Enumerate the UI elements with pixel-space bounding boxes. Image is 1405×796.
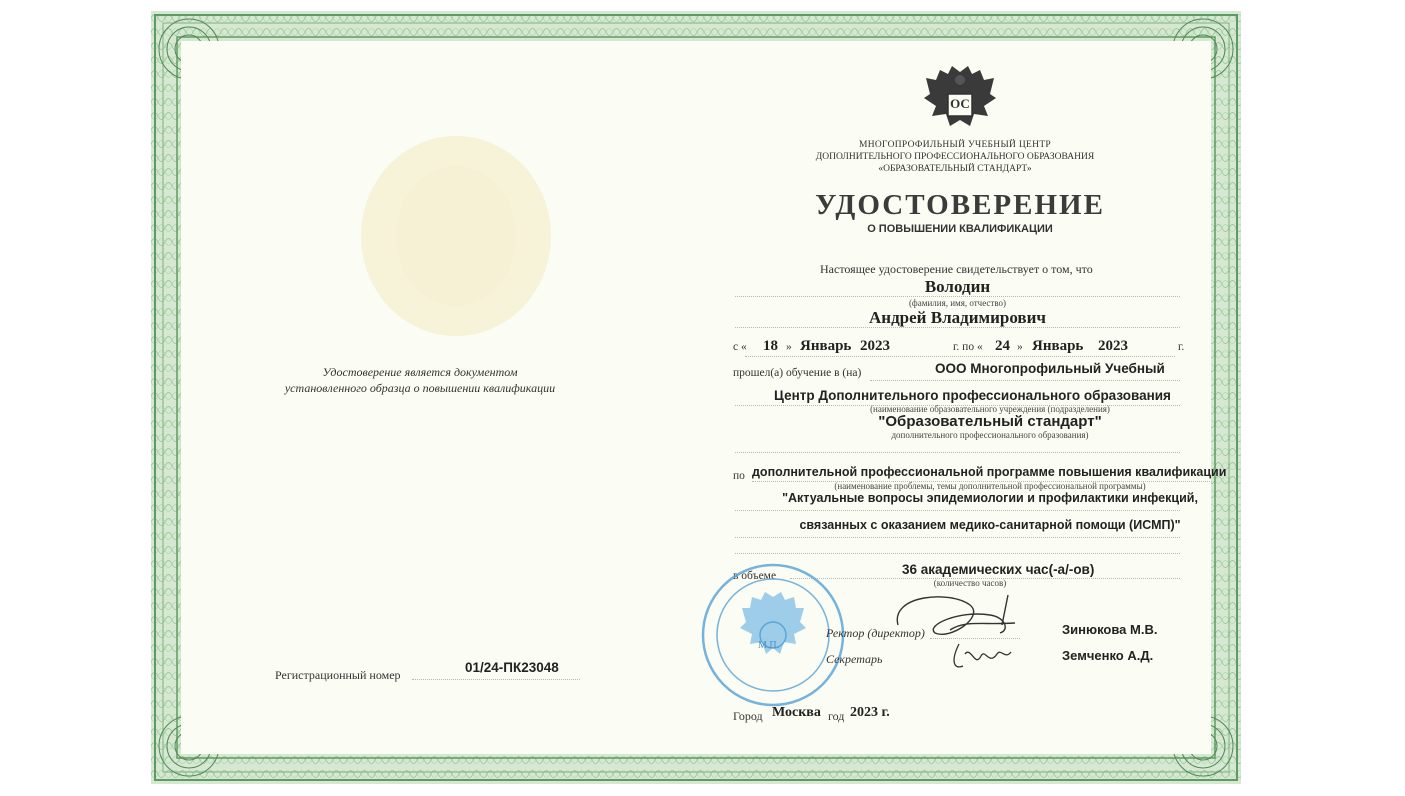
document-subtitle: О ПОВЫШЕНИИ КВАЛИФИКАЦИИ — [867, 223, 1053, 235]
reg-number-label: Регистрационный номер — [275, 668, 401, 682]
rector-label: Ректор (директор) — [826, 626, 925, 640]
official-stamp — [700, 562, 846, 708]
reg-number: 01/24-ПК23048 — [465, 660, 559, 675]
from-prefix: с « — [733, 341, 747, 353]
to-month: Январь — [1032, 338, 1084, 354]
holder-first-names: Андрей Владимирович — [869, 308, 1046, 327]
org-name-line1: МНОГОПРОФИЛЬНЫЙ УЧЕБНЫЙ ЦЕНТР — [858, 140, 1051, 150]
study-label: прошел(а) обучение в (на) — [733, 367, 862, 379]
to-prefix: г. по « — [953, 341, 983, 353]
rector-sign-line — [930, 638, 1020, 639]
watermark-emblem — [341, 121, 571, 351]
rector-signature — [890, 585, 1030, 645]
hours-hint: (количество часов) — [933, 578, 1007, 588]
city-value: Москва — [772, 705, 821, 720]
org-name-line2: ДОПОЛНИТЕЛЬНОГО ПРОФЕССИОНАЛЬНОГО ОБРАЗОВАНИЯ — [815, 152, 1095, 162]
first-names-line — [735, 327, 1180, 328]
program-line3: связанных с оказанием медико-санитарной помощи (ИСМП)" — [799, 518, 1181, 532]
hours-value: 36 академических час(-а/-ов) — [902, 562, 1095, 577]
program-hint: (наименование проблемы, темы дополнительной профессиональной программы) — [834, 481, 1146, 491]
program-line2-rule — [735, 510, 1180, 511]
year-label: год — [828, 709, 845, 723]
document-title: УДОСТОВЕРЕНИЕ — [815, 189, 1105, 221]
institution-hint1: (наименование образовательного учреждения (подразделения) — [870, 404, 1110, 414]
rector-name: Зинюкова М.В. — [1062, 622, 1158, 637]
institution-line2: Центр Дополнительного профессионального образования — [774, 388, 1171, 403]
program-line2: "Актуальные вопросы эпидемиологии и профилактики инфекций, — [782, 491, 1198, 505]
institution-line3: "Образовательный стандарт" — [878, 413, 1102, 430]
org-name-line3: «ОБРАЗОВАТЕЛЬНЫЙ СТАНДАРТ» — [878, 164, 1032, 174]
to-quote-close: » — [1017, 341, 1023, 353]
year-suffix: г. — [1178, 341, 1185, 353]
from-quote-close: » — [786, 341, 792, 353]
name-hint: (фамилия, имя, отчество) — [908, 298, 1007, 308]
holder-surname: Володин — [924, 277, 991, 296]
from-year: 2023 — [860, 338, 890, 354]
emblem-text: ОС — [950, 96, 970, 111]
left-note-line1: Удостоверение является документом — [322, 365, 518, 379]
institution-line1-rule — [870, 380, 1180, 381]
program-blank-line — [735, 553, 1180, 554]
surname-line — [735, 296, 1180, 297]
institution-hint2: дополнительного профессионального образования) — [891, 430, 1089, 440]
secretary-signature — [945, 640, 1015, 676]
institution-blank-line — [735, 452, 1180, 453]
intro-text: Настоящее удостоверение свидетельствует о том, что — [820, 262, 1093, 276]
program-line3-rule — [735, 537, 1180, 538]
volume-label: в объеме — [733, 570, 777, 582]
from-day: 18 — [763, 338, 778, 354]
secretary-label: Секретарь — [826, 652, 883, 666]
to-day: 24 — [995, 338, 1010, 354]
dates-line — [745, 356, 1175, 357]
year-value: 2023 г. — [850, 705, 890, 720]
to-year: 2023 — [1098, 338, 1128, 354]
from-month: Январь — [800, 338, 852, 354]
stamp-mark: М.П. — [758, 640, 780, 651]
left-note-line2: установленного образца о повышении квалификации — [284, 381, 556, 395]
program-line1: дополнительной профессиональной программе повышения квалификации — [752, 465, 1227, 479]
secretary-name: Земченко А.Д. — [1062, 648, 1154, 663]
by-label: по — [733, 470, 745, 482]
reg-number-line — [412, 679, 580, 680]
city-label: Город — [733, 709, 763, 723]
institution-line1: ООО Многопрофильный Учебный — [935, 361, 1165, 376]
